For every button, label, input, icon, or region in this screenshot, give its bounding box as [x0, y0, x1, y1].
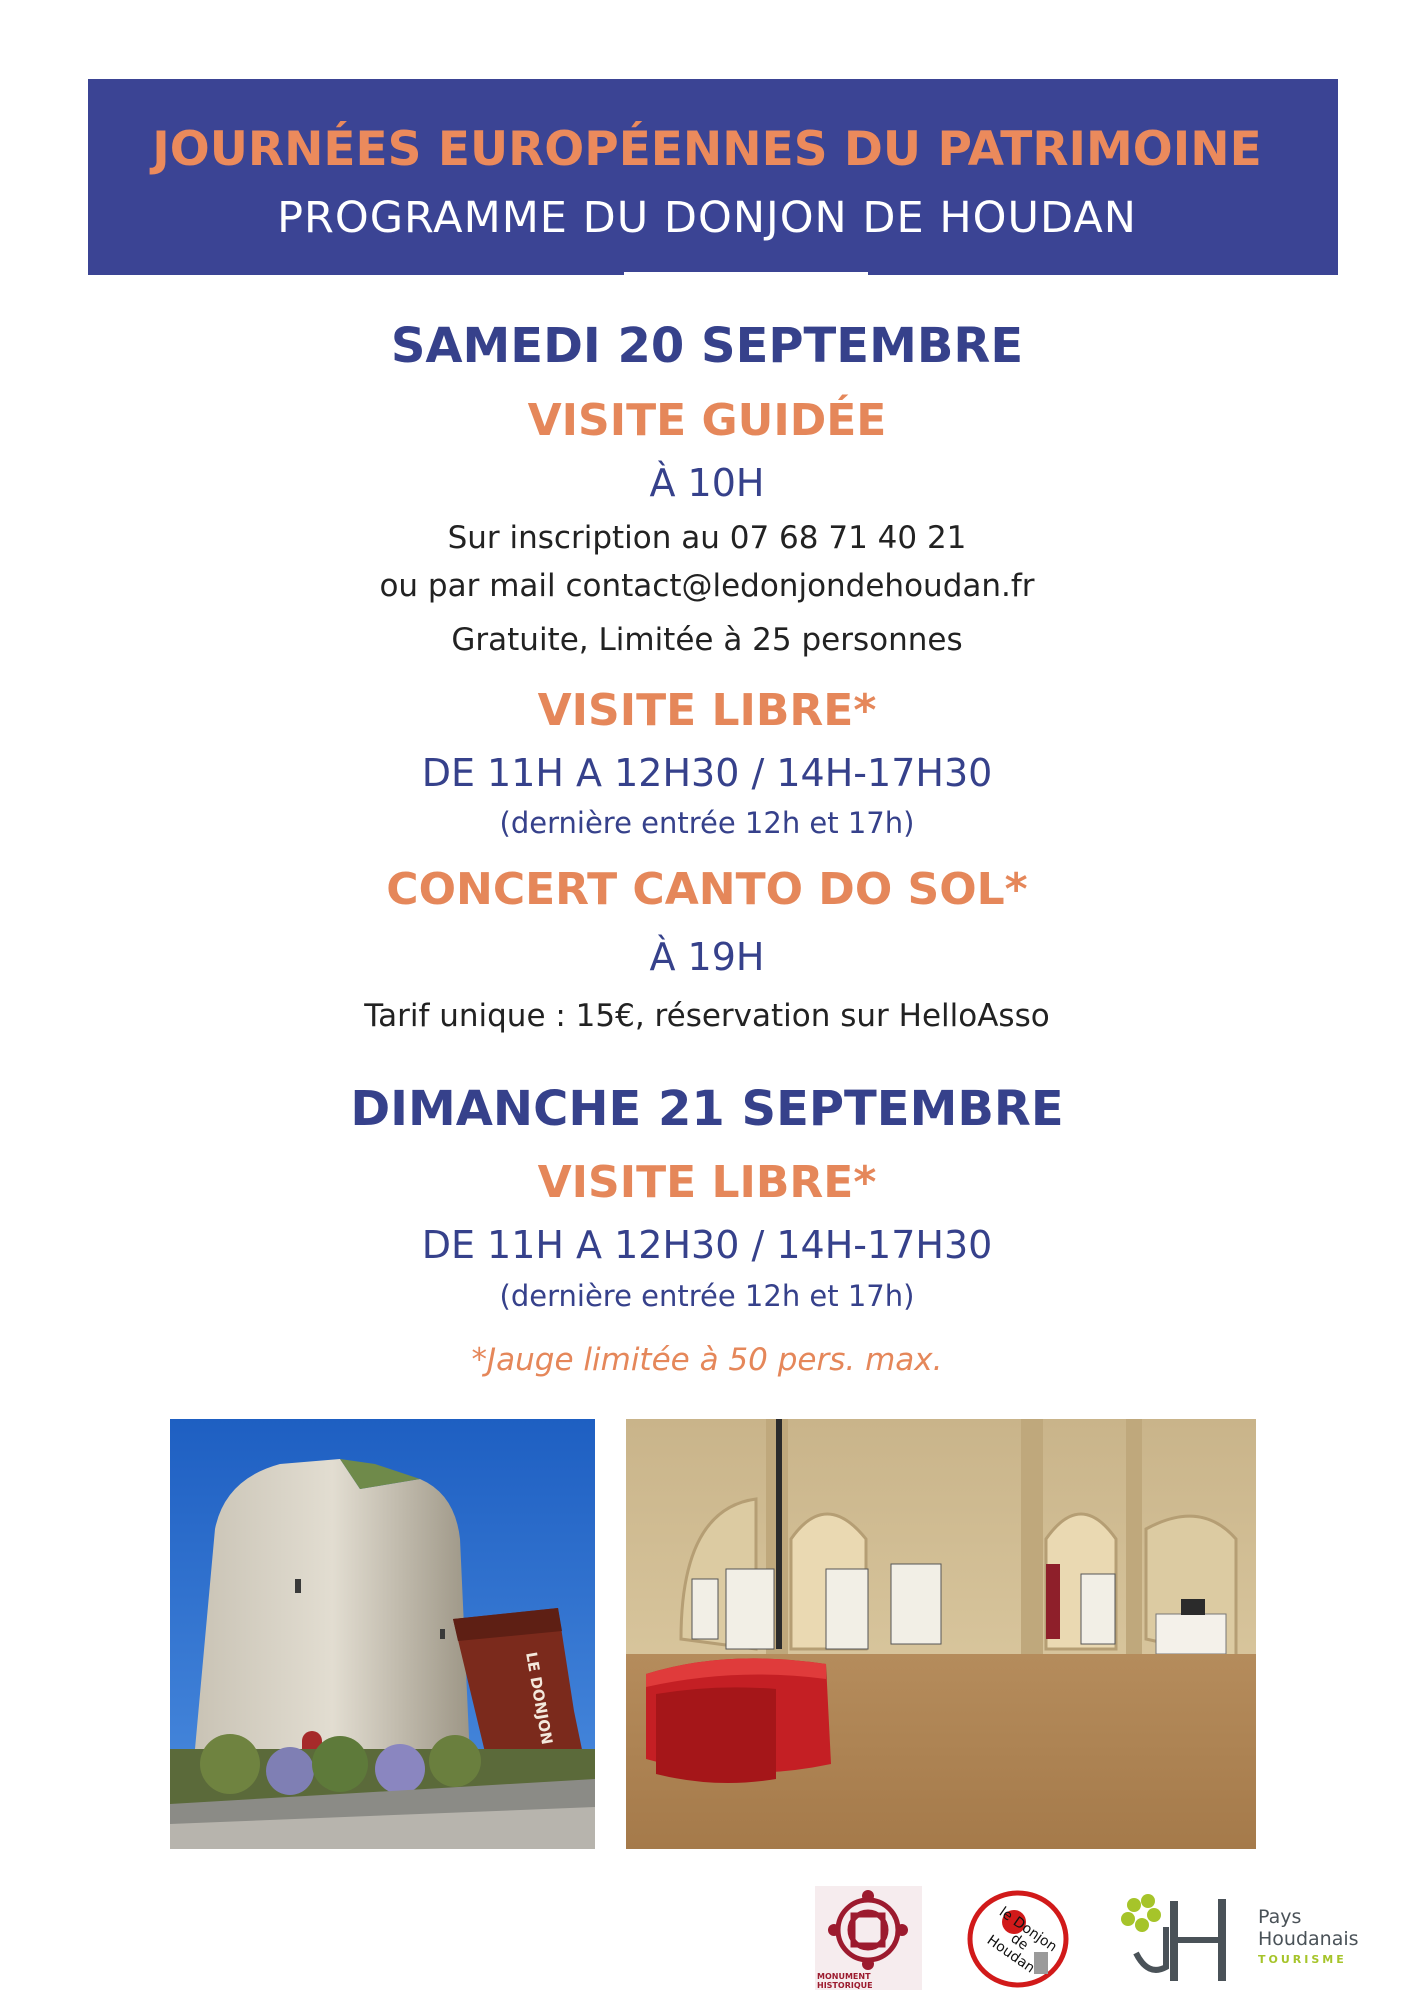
capacity-footnote: *Jauge limitée à 50 pers. max.	[471, 1342, 943, 1378]
guided-visit-phone: Sur inscription au 07 68 71 40 21	[447, 520, 967, 556]
free-visit-hours: DE 11H A 12H30 / 14H-17H30	[421, 751, 993, 795]
monument-historique-label: MONUMENT HISTORIQUE	[817, 1972, 873, 1990]
pays-houdanais-logo	[1118, 1893, 1364, 1985]
sunday-free-visit-last-entry: (dernière entrée 12h et 17h)	[499, 1279, 915, 1313]
free-visit-title: VISITE LIBRE*	[537, 685, 877, 736]
guided-visit-title: VISITE GUIDÉE	[527, 395, 887, 446]
pays-houdanais-emblem-icon	[1118, 1893, 1246, 1985]
event-title: JOURNÉES EUROPÉENNES DU PATRIMOINE	[152, 122, 1262, 177]
pays-houdanais-word-tourisme: TOURISME	[1258, 1953, 1347, 1966]
sunday-free-visit-title: VISITE LIBRE*	[537, 1157, 877, 1208]
header-banner	[88, 79, 1338, 275]
pays-houdanais-word-houdanais: Houdanais	[1258, 1928, 1359, 1950]
sunday-free-visit-hours: DE 11H A 12H30 / 14H-17H30	[421, 1223, 993, 1267]
donjon-sign-text: LE DONJON	[522, 1650, 557, 1746]
event-subtitle: PROGRAMME DU DONJON DE HOUDAN	[277, 193, 1137, 243]
pays-houdanais-word-pays: Pays	[1258, 1906, 1302, 1928]
tower-exterior-photo	[170, 1419, 595, 1849]
tower-interior-photo	[626, 1419, 1256, 1849]
concert-price: Tarif unique : 15€, réservation sur HelloAsso	[364, 998, 1050, 1034]
monument-historique-logo	[815, 1886, 922, 1990]
saturday-heading: SAMEDI 20 SEPTEMBRE	[390, 318, 1024, 374]
sunday-heading: DIMANCHE 21 SEPTEMBRE	[350, 1081, 1064, 1137]
concert-title: CONCERT CANTO DO SOL*	[386, 864, 1028, 915]
guided-visit-time: À 10H	[649, 461, 765, 505]
donjon-houdan-logo-text: le Donjon de Houdan	[983, 1904, 1060, 1977]
banner-underline	[624, 272, 868, 276]
guided-visit-capacity: Gratuite, Limitée à 25 personnes	[451, 622, 963, 658]
guided-visit-email: ou par mail contact@ledonjondehoudan.fr	[379, 568, 1035, 604]
free-visit-last-entry: (dernière entrée 12h et 17h)	[499, 806, 915, 840]
donjon-houdan-logo	[964, 1888, 1072, 1990]
concert-time: À 19H	[649, 935, 765, 979]
